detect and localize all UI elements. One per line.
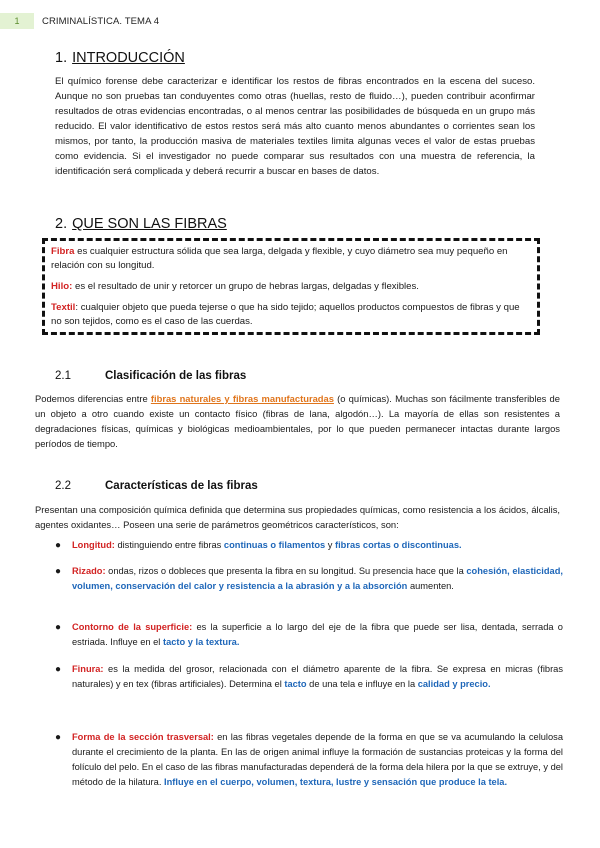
bullet-label: Contorno de la superficie: [72,622,193,632]
bullet-highlight: fibras cortas o discontinuas. [335,540,462,550]
classification-text-end: (o químicas). Muchas son fácilmente transferibles de un objeto a otro cuando existe un contacto físico (fibras de lana, algodón…). La mayoría de ellas son resistentes a degradaciones físicas, químicas y biológicas medioambientales, por lo que pueden permanecer intactas durante largos períodos de tiempo. [35,393,560,449]
bullet-content [72,662,563,692]
section-1-number: 1. [55,50,68,66]
bullet-content [72,730,563,790]
definition-term: Hilo: [51,281,73,292]
bullet-rizado [55,564,563,594]
bullet-forma-seccion [55,730,563,790]
definition-term: Fibra [51,246,75,257]
section-2-number: 2. [55,216,68,232]
bullet-label: Forma de la sección trasversal: [72,732,214,742]
bullet-text: distinguiendo entre fibras [114,540,224,550]
bullet-dot-icon: ● [55,540,62,551]
definition-text: es el resultado de unir y retorcer un grupo de hebras largas, delgadas y flexibles. [72,281,419,292]
section-2-1-number: 2.1 [55,370,71,382]
bullet-text: ondas, rizos o dobleces que presenta la fibra en su longitud. Su presencia hace que la [105,566,467,576]
section-2-heading [55,216,227,232]
classification-paragraph [35,391,560,451]
bullet-text: es la superficie a lo largo del eje de la fibra que puede ser lisa, dentada, serrada o estriada. Influye en el [72,622,563,647]
header-title: CRIMINALÍSTICA. TEMA 4 [42,15,160,27]
fiber-types-link[interactable]: fibras naturales y fibras manufacturadas [150,393,334,404]
section-2-1-heading [55,370,246,382]
bullet-text: en las fibras vegetales depende de la forma en que se va acumulando la celulosa durante el crecimiento de la planta. En las de origen animal influye la formación de sustancias proteicas y la forma del folículo del pelo. En el caso de las fibras manufacturadas dependerá de la forma dela hilera por la que se extruye, y del método de la hilatura. [72,732,563,787]
definition-fibra [51,245,531,273]
bullet-highlight: tacto y la textura. [162,637,240,647]
section-2-1-title: Clasificación de las fibras [105,370,247,382]
intro-paragraph: El químico forense debe caracterizar e identificar los restos de fibras encontrados en la escena del suceso. Aunque no son pruebas tan conduyentes como otras (huellas, resto de fluido…), pueden contribuir aconfirmar resultados de otras evidencias encontradas, o al menos centrar las posibilidades de búsqueda en un grupo más reducido. El valor identificativo de estos restos será más alto cuanto menos abundantes o corrientes sean los mismos, por tanto, la producción masiva de materiales textiles limita algunas veces el valor de estas pruebas como evidencia. Si el investigador no puede comparar sus resultados con una muestra de referencia, la identificación será complicada y deberá recurrir a buscar en bases de datos. [55,76,535,177]
bullet-text: y [325,540,335,550]
bullet-text: es la medida del grosor, relacionada con el diámetro aparente de la fibra. Se expresa en micras (fibras naturales) y en tex (fibras artificiales). Determina el [72,664,563,689]
section-2-2-number: 2.2 [55,480,71,492]
bullet-content [72,538,462,553]
bullet-content [72,620,563,650]
section-1-heading [55,50,185,66]
definition-text: es cualquier estructura sólida que sea larga, delgada y flexible, y cuyo diámetro sea muy pequeño en relación con su longitud. [51,246,508,271]
classification-text-start: Podemos diferencias entre [35,393,151,404]
bullet-dot-icon: ● [55,622,62,633]
section-2-title: QUE SON LAS FIBRAS [72,216,227,232]
bullet-dot-icon: ● [55,664,62,675]
definition-term: Textil [51,302,76,313]
page-number: 1 [0,13,34,29]
bullet-highlight: calidad y precio. [417,679,491,689]
bullet-text: aumenten. [407,581,454,591]
bullet-contorno [55,620,563,650]
definition-textil [51,301,531,329]
definitions-box [42,238,540,335]
section-1-title: INTRODUCCIÓN [72,50,185,66]
section-2-2-heading [55,480,258,492]
bullet-highlight: tacto [284,679,307,689]
bullet-content [72,564,563,594]
bullet-highlight: continuas o filamentos [223,540,326,550]
bullet-highlight: cohesión, elasticidad, volumen, conservación del calor y resistencia a la abrasión y a la absorción [72,566,563,591]
bullet-dot-icon: ● [55,566,62,577]
bullet-label: Longitud: [72,540,115,550]
section-2-2-title: Características de las fibras [105,480,258,492]
bullet-label: Rizado: [72,566,106,576]
bullet-highlight: Influye en el cuerpo, volumen, textura, lustre y sensación que produce la tela. [164,777,508,787]
bullet-finura [55,662,563,692]
bullet-text: de una tela e influye en la [306,679,418,689]
bullet-label: Finura: [72,664,104,674]
page-header [0,13,159,29]
bullet-dot-icon: ● [55,732,62,743]
bullet-longitud [55,538,563,553]
characteristics-intro: Presentan una composición química definida que determina sus propiedades químicas, como resistencia a los ácidos, álcalis, agentes oxidantes… Poseen una serie de parámetros geométricos característicos, son: [35,504,560,530]
definition-hilo [51,280,531,294]
definition-text: : cualquier objeto que pueda tejerse o que ha sido tejido; aquellos productos compuestos de fibras y que no son tejidos, como es el caso de las cuerdas. [51,302,520,327]
